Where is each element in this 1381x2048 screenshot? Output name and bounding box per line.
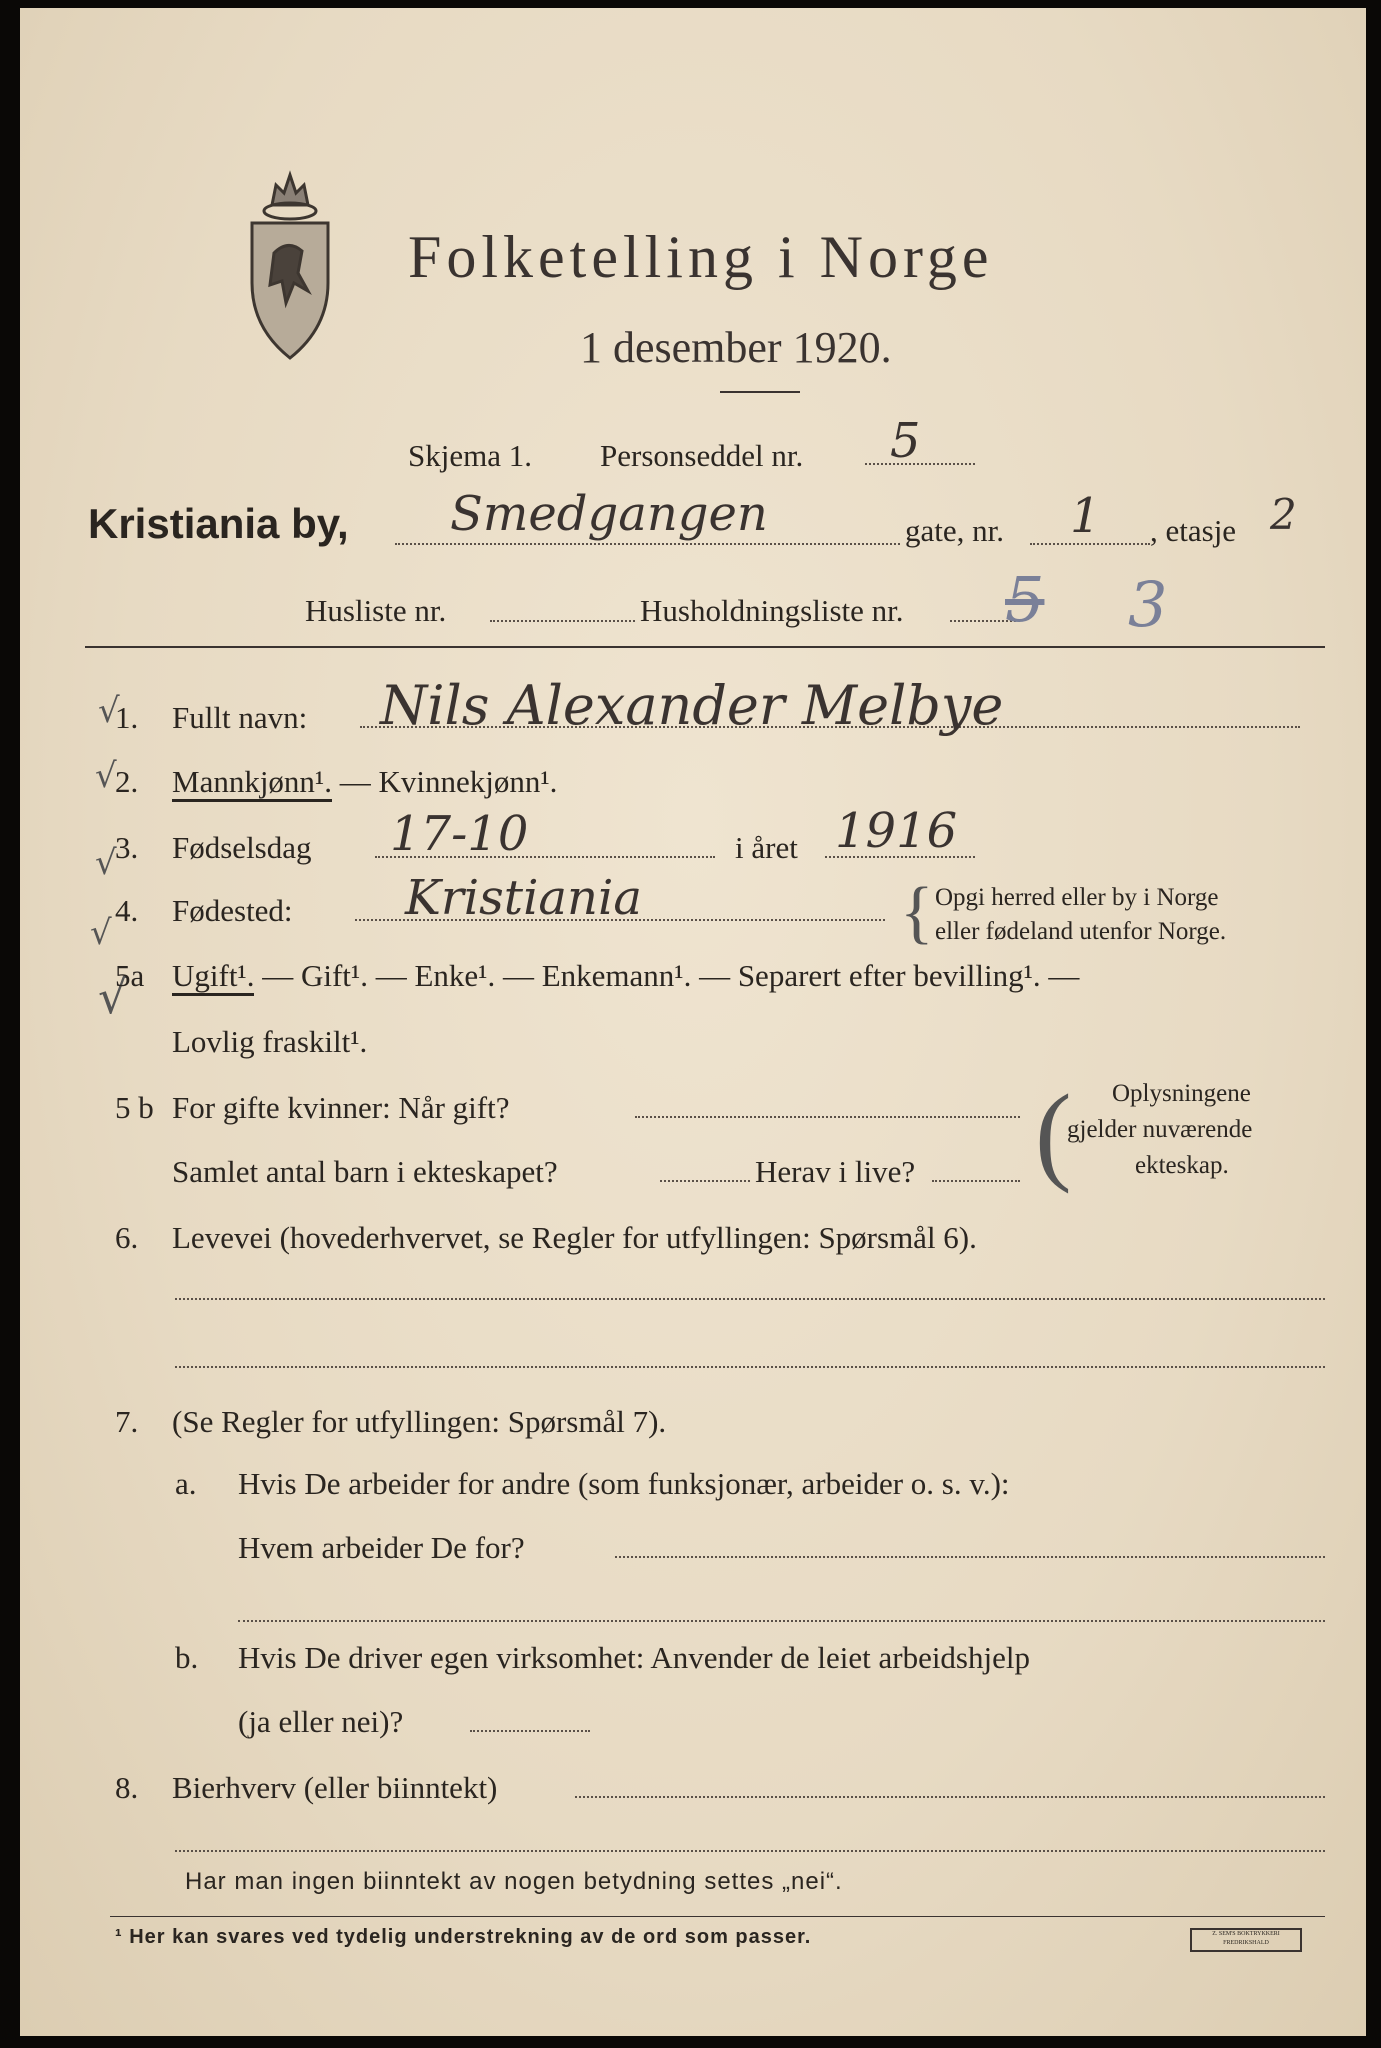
- children-count-label: Samlet antal barn i ekteskapet?: [172, 1154, 558, 1189]
- norwegian-coat-of-arms-icon: [242, 163, 338, 363]
- footnote-divider: [110, 1916, 1325, 1917]
- marital-status-options: [172, 958, 1079, 994]
- q7b-letter: b.: [175, 1640, 199, 1675]
- street-field[interactable]: [395, 543, 900, 545]
- q2-number: 2.: [115, 764, 139, 799]
- hired-help-field[interactable]: [470, 1730, 590, 1732]
- ugift-option[interactable]: Ugift¹.: [172, 958, 254, 996]
- q1-number: 1.: [115, 700, 139, 735]
- birthdate-label: Fødselsdag: [172, 830, 312, 865]
- title-divider: [720, 391, 800, 393]
- footnote: ¹ Her kan svares ved tydelig understrekning av de ord som passer.: [115, 1926, 812, 1948]
- census-form-page: [20, 8, 1366, 2036]
- q7-number: 7.: [115, 1404, 139, 1439]
- birthplace-note-line2: eller fødeland utenfor Norge.: [935, 918, 1227, 945]
- birthplace-label: Fødested:: [172, 893, 293, 928]
- married-when-label: For gifte kvinner: Når gift?: [172, 1090, 510, 1125]
- birth-year-label: i året: [735, 830, 798, 865]
- personseddel-value: 5: [890, 413, 921, 469]
- marriage-note-line3: ekteskap.: [1135, 1152, 1229, 1179]
- q3-number: 3.: [115, 830, 139, 865]
- birthdate-value: 17-10: [390, 806, 529, 862]
- side-income-note: Har man ingen biinntekt av nogen betydning settes „nei“.: [185, 1868, 843, 1895]
- married-when-field[interactable]: [635, 1116, 1020, 1118]
- printer-stamp: Z. SEM'S BOKTRYKKERI FREDRIKSHALD: [1190, 1928, 1302, 1952]
- etasje-label: , etasje: [1150, 513, 1237, 548]
- city-label: Kristiania by,: [88, 500, 349, 547]
- marriage-note-line1: Oplysningene: [1112, 1080, 1251, 1107]
- birthplace-note-line1: Opgi herred eller by i Norge: [935, 884, 1219, 911]
- form-title: Folketelling i Norge: [408, 224, 994, 290]
- employer-label: Hvem arbeider De for?: [238, 1530, 525, 1565]
- birth-year-value: 1916: [835, 803, 958, 859]
- header-divider: [85, 646, 1325, 648]
- employer-field-line2[interactable]: [238, 1620, 1325, 1622]
- check-mark-q1: √: [98, 691, 120, 731]
- marriage-note-line2: gjelder nuværende: [1067, 1116, 1253, 1143]
- side-income-field-line1[interactable]: [575, 1796, 1325, 1798]
- check-mark-q3: √: [95, 843, 117, 883]
- q7a-text: Hvis De arbeider for andre (som funksjonær, arbeider o. s. v.):: [238, 1466, 1010, 1501]
- q8-number: 8.: [115, 1770, 139, 1805]
- q4-number: 4.: [115, 893, 139, 928]
- female-option[interactable]: Kvinnekjønn¹.: [378, 764, 558, 799]
- children-count-field[interactable]: [660, 1180, 750, 1182]
- lovlig-fraskilt-option[interactable]: Lovlig fraskilt¹.: [172, 1024, 368, 1059]
- skjema-label: Skjema 1.: [408, 438, 532, 473]
- q7b-text: Hvis De driver egen virksomhet: Anvender de leiet arbeidshjelp: [238, 1640, 1030, 1675]
- street-value: Smedgangen: [450, 486, 768, 542]
- personseddel-label: Personseddel nr.: [600, 438, 804, 473]
- census-date: 1 desember 1920.: [580, 323, 892, 372]
- side-income-field-line2[interactable]: [175, 1850, 1325, 1852]
- full-name-value: Nils Alexander Melbye: [380, 674, 1004, 737]
- birthplace-note-brace: {: [900, 874, 934, 951]
- q5a-number: 5a: [115, 958, 145, 993]
- house-number-value: 1: [1070, 488, 1101, 544]
- q7-label: (Se Regler for utfyllingen: Spørsmål 7).: [172, 1404, 667, 1439]
- q7a-letter: a.: [175, 1466, 197, 1501]
- husholdningsliste-value: 3: [1128, 568, 1168, 641]
- q2-options: [172, 764, 557, 800]
- gender-separator: —: [331, 764, 379, 799]
- husliste-field[interactable]: [490, 620, 635, 622]
- gate-nr-label: gate, nr.: [905, 513, 1004, 548]
- check-mark-q5a: √: [98, 970, 128, 1024]
- occupation-field-line1[interactable]: [175, 1298, 1325, 1300]
- check-mark-q4: √: [90, 913, 112, 953]
- birthplace-value: Kristiania: [405, 870, 642, 926]
- hired-help-label: (ja eller nei)?: [238, 1704, 404, 1739]
- full-name-label: Fullt navn:: [172, 700, 308, 735]
- children-alive-field[interactable]: [932, 1180, 1020, 1182]
- employer-field-line1[interactable]: [615, 1556, 1325, 1558]
- occupation-field-line2[interactable]: [175, 1366, 1325, 1368]
- check-mark-q2: √: [95, 756, 117, 796]
- marriage-note-brace: (: [1035, 1072, 1072, 1194]
- male-option[interactable]: Mannkjønn¹.: [172, 764, 332, 802]
- occupation-label: Levevei (hovederhvervet, se Regler for utfyllingen: Spørsmål 6).: [172, 1220, 977, 1255]
- children-alive-label: Herav i live?: [755, 1154, 916, 1189]
- husholdningsliste-label: Husholdningsliste nr.: [640, 593, 904, 628]
- husliste-label: Husliste nr.: [305, 593, 447, 628]
- husholdningsliste-struck-value: 5: [1005, 563, 1045, 636]
- q6-number: 6.: [115, 1220, 139, 1255]
- side-income-label: Bierhverv (eller biinntekt): [172, 1770, 498, 1805]
- q5b-number: 5 b: [115, 1090, 154, 1125]
- other-marital-options[interactable]: — Gift¹. — Enke¹. — Enkemann¹. — Separert efter bevilling¹. —: [254, 958, 1080, 993]
- etasje-value: 2: [1270, 490, 1297, 539]
